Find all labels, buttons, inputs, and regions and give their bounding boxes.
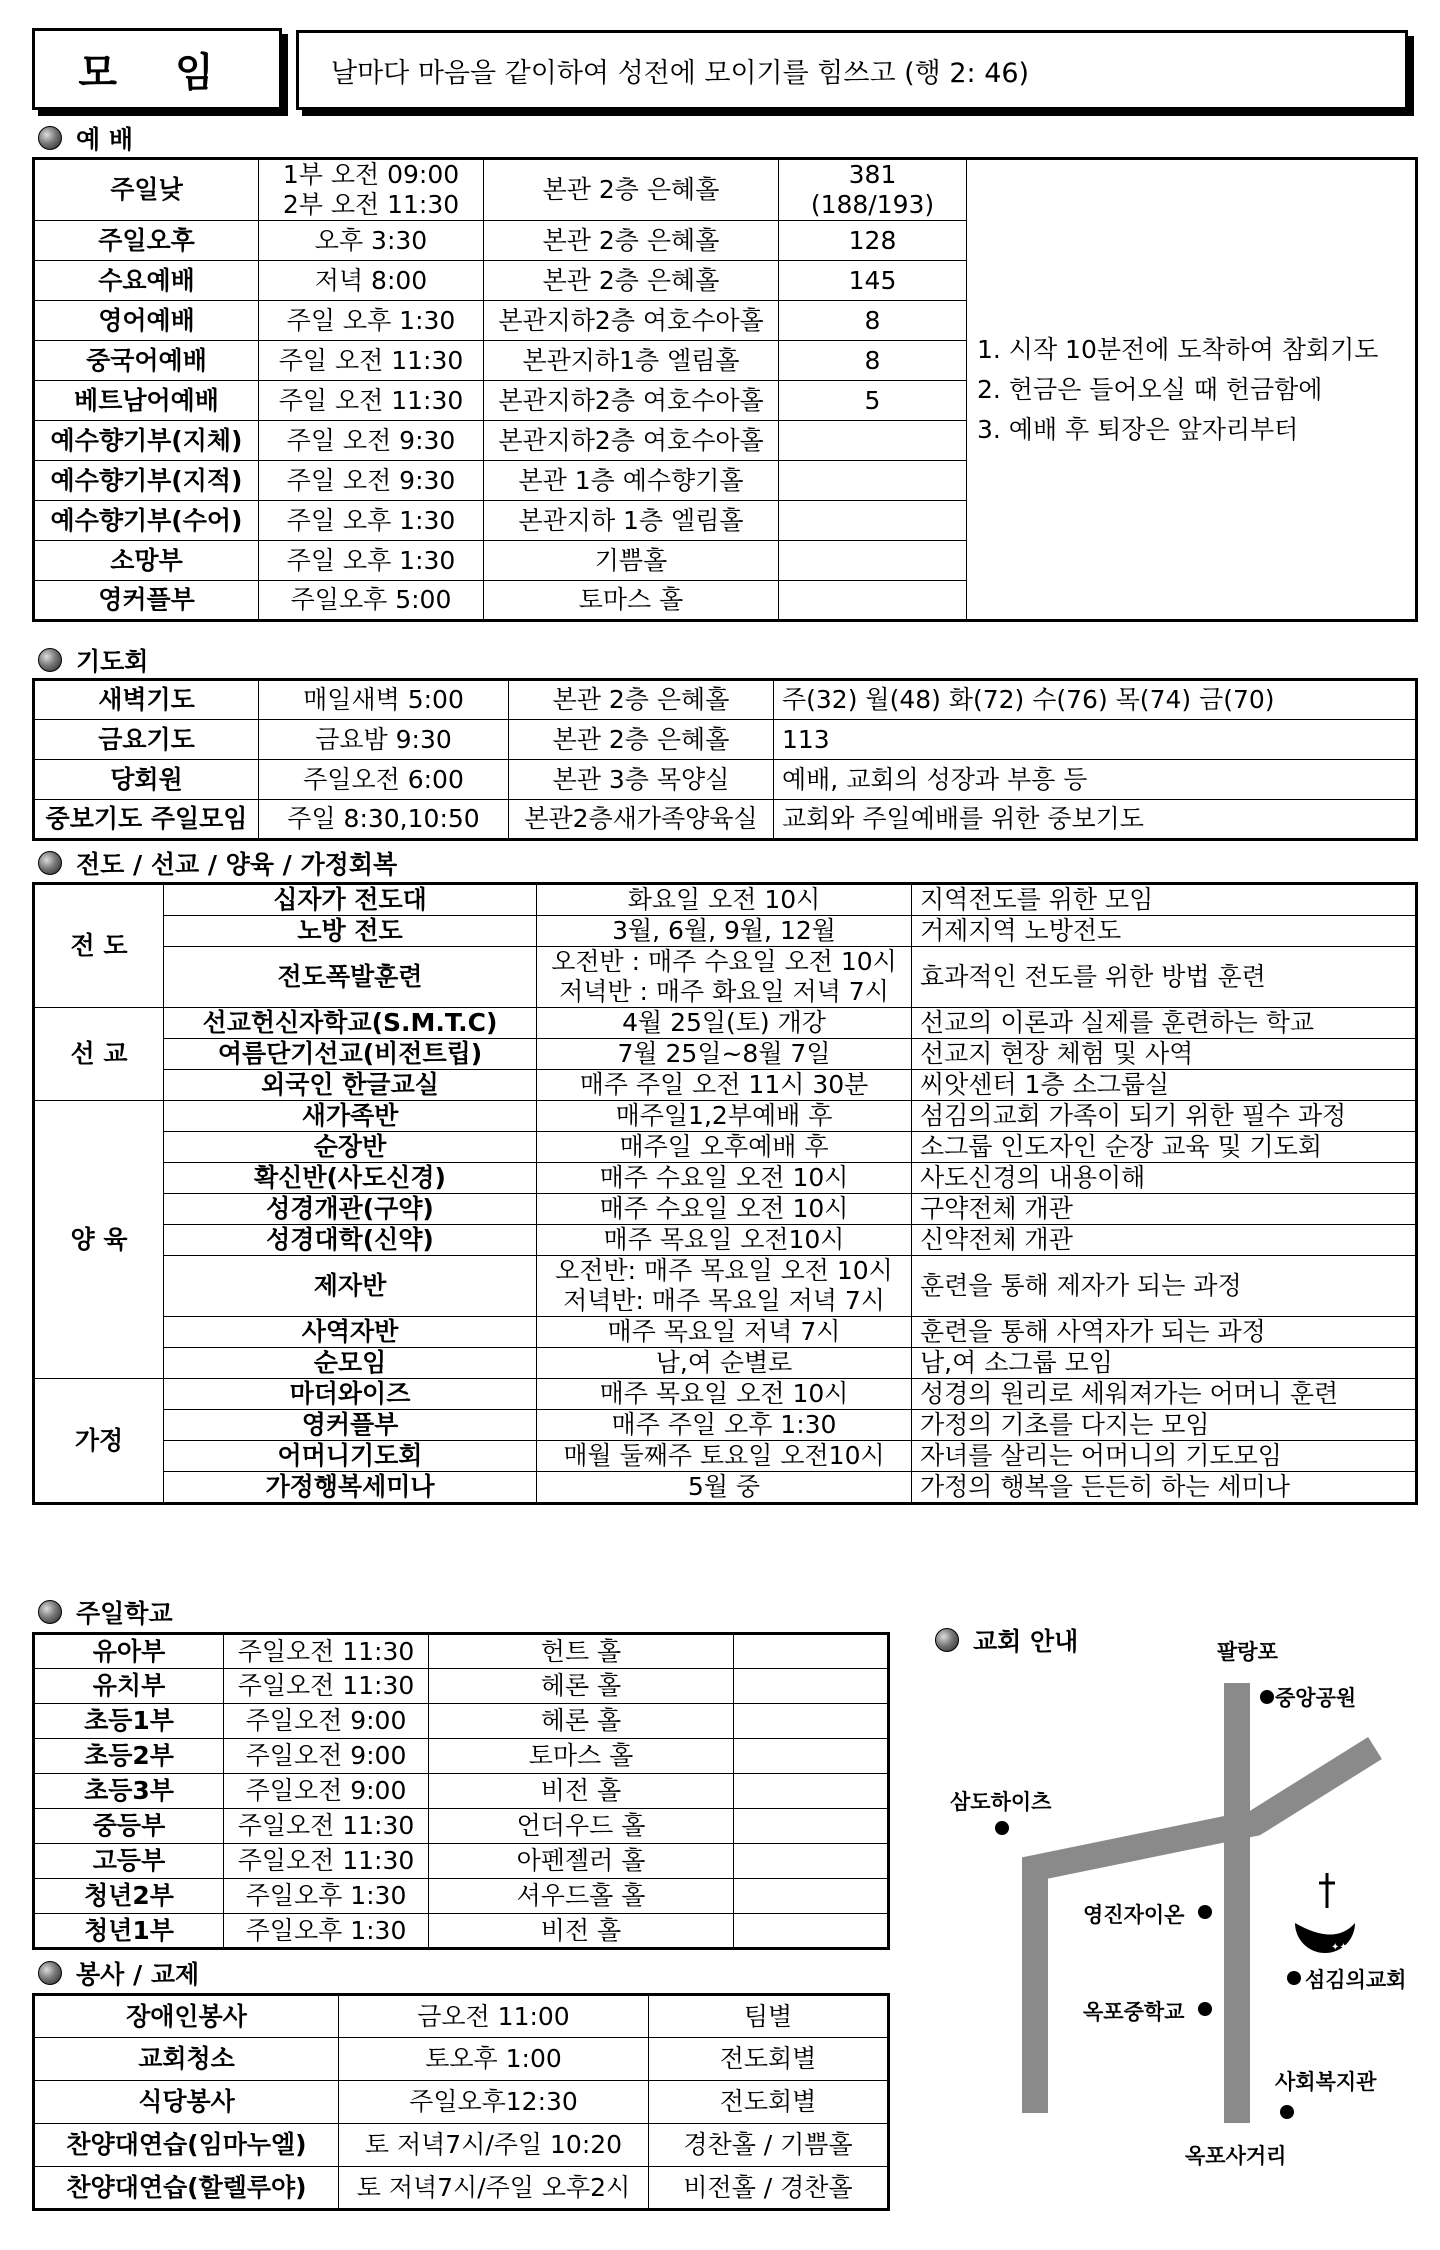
worship-name: 수요예배 (34, 261, 259, 301)
mission-time: 4월 25일(토) 개강 (537, 1008, 912, 1039)
school-time: 주일오전 9:00 (224, 1704, 429, 1739)
label-yeongjin: 영진자이온 (1083, 1903, 1185, 1927)
worship-count (779, 159, 967, 221)
section-title: 봉사 / 교제 (76, 1960, 200, 1989)
table-row (34, 680, 1417, 720)
mission-desc: 거제지역 노방전도 (912, 916, 1417, 947)
mission-name: 확신반(사도신경) (164, 1163, 537, 1194)
worship-name: 예수향기부(지체) (34, 421, 259, 461)
worship-time: 주일 오후 1:30 (259, 301, 484, 341)
table-row (34, 1132, 1417, 1163)
prayer-note: 주(32) 월(48) 화(72) 수(76) 목(74) 금(70) (774, 680, 1417, 720)
mission-name: 성경대학(신약) (164, 1225, 537, 1256)
marker-icon (1198, 2002, 1212, 2016)
school-time: 주일오전 11:30 (224, 1844, 429, 1879)
school-empty (734, 1634, 889, 1669)
mission-time: 7월 25일~8월 7일 (537, 1039, 912, 1070)
school-time: 주일오전 9:00 (224, 1774, 429, 1809)
worship-time: 주일 오전 9:30 (259, 461, 484, 501)
cell-line: 381 (848, 160, 897, 189)
mission-desc: 효과적인 전도를 위한 방법 훈련 (912, 947, 1417, 1008)
mission-name: 마더와이즈 (164, 1379, 537, 1410)
service-who: 경찬홀 / 기쁨홀 (649, 2124, 889, 2167)
mission-time: 5월 중 (537, 1472, 912, 1504)
table-row (34, 1472, 1417, 1504)
prayer-note: 113 (774, 720, 1417, 760)
marker-icon (995, 1821, 1009, 1835)
table-row (34, 1995, 889, 2038)
worship-count: 5 (779, 381, 967, 421)
label-welfare: 사회복지관 (1275, 2070, 1377, 2094)
table-row (34, 1225, 1417, 1256)
worship-place: 본관지하2층 여호수아홀 (484, 301, 779, 341)
section-title: 주일학교 (76, 1599, 173, 1628)
worship-place: 토마스 홀 (484, 581, 779, 621)
prayer-name: 중보기도 주일모임 (34, 800, 259, 840)
worship-time: 주일 오전 9:30 (259, 421, 484, 461)
mission-time: 매주 주일 오후 1:30 (537, 1410, 912, 1441)
side-road (1035, 1748, 1375, 2113)
worship-place: 본관지하1층 엘림홀 (484, 341, 779, 381)
mission-time: 매주 목요일 저녁 7시 (537, 1317, 912, 1348)
cell-line: (188/193) (810, 190, 935, 219)
service-time: 토오후 1:00 (339, 2038, 649, 2081)
worship-time: 저녁 8:00 (259, 261, 484, 301)
section-title: 예 배 (76, 125, 134, 154)
cell-line: 2부 오전 11:30 (282, 190, 460, 219)
worship-count: 128 (779, 221, 967, 261)
school-empty (734, 1879, 889, 1914)
mission-group-label: 전 도 (34, 884, 164, 1008)
mission-time (537, 947, 912, 1008)
table-row (34, 2038, 889, 2081)
school-empty (734, 1809, 889, 1844)
worship-count: 145 (779, 261, 967, 301)
label-church: 섬김의교회 (1305, 1968, 1407, 1992)
mission-group-label: 가정 (34, 1379, 164, 1504)
mission-name: 십자가 전도대 (164, 884, 537, 916)
page-title: 모 임 (32, 28, 282, 110)
worship-place: 본관지하 1층 엘림홀 (484, 501, 779, 541)
worship-name: 예수향기부(지적) (34, 461, 259, 501)
prayer-table (32, 678, 1418, 841)
note-line: 3. 예배 후 퇴장은 앞자리부터 (977, 414, 1299, 444)
school-place: 헤론 홀 (429, 1669, 734, 1704)
school-time: 주일오전 9:00 (224, 1739, 429, 1774)
table-row (34, 2124, 889, 2167)
cell-line: 오전반: 매주 목요일 오전 10시 (555, 1256, 893, 1285)
bullet-icon (38, 851, 62, 875)
school-empty (734, 1669, 889, 1704)
worship-count: 8 (779, 341, 967, 381)
school-time: 주일오전 11:30 (224, 1634, 429, 1669)
table-row (34, 1008, 1417, 1039)
marker-icon (1287, 1971, 1301, 1985)
table-row (34, 1879, 889, 1914)
school-empty (734, 1844, 889, 1879)
table-row (34, 916, 1417, 947)
mission-time (537, 1256, 912, 1317)
service-name: 식당봉사 (34, 2081, 339, 2124)
mission-time: 매주일1,2부예배 후 (537, 1101, 912, 1132)
mission-group-label: 양 육 (34, 1101, 164, 1379)
mission-name: 순모임 (164, 1348, 537, 1379)
school-time: 주일오후 1:30 (224, 1914, 429, 1949)
cell-line: 저녁반: 매주 목요일 저녁 7시 (563, 1286, 885, 1315)
school-name: 초등3부 (34, 1774, 224, 1809)
mission-desc: 선교의 이론과 실제를 훈련하는 학교 (912, 1008, 1417, 1039)
cell-line: 1부 오전 09:00 (282, 160, 460, 189)
school-empty (734, 1774, 889, 1809)
school-place: 셔우드홀 홀 (429, 1879, 734, 1914)
marker-icon (1260, 1690, 1274, 1704)
mission-desc: 성경의 원리로 세워져가는 어머니 훈련 (912, 1379, 1417, 1410)
prayer-name: 당회원 (34, 760, 259, 800)
service-name: 찬양대연습(할렐루야) (34, 2167, 339, 2210)
mission-time: 매주일 오후예배 후 (537, 1132, 912, 1163)
mission-name: 사역자반 (164, 1317, 537, 1348)
worship-place: 기쁨홀 (484, 541, 779, 581)
mission-desc: 남,여 소그룹 모임 (912, 1348, 1417, 1379)
table-row (34, 2081, 889, 2124)
prayer-time: 주일오전 6:00 (259, 760, 509, 800)
mission-name: 전도폭발훈련 (164, 947, 537, 1008)
mission-name: 선교헌신자학교(S.M.T.C) (164, 1008, 537, 1039)
school-name: 청년1부 (34, 1914, 224, 1949)
mission-desc: 신약전체 개관 (912, 1225, 1417, 1256)
table-row (34, 1070, 1417, 1101)
prayer-place: 본관2층새가족양육실 (509, 800, 774, 840)
worship-name: 영커플부 (34, 581, 259, 621)
table-row (34, 1410, 1417, 1441)
table-row (34, 1348, 1417, 1379)
worship-place: 본관 2층 은혜홀 (484, 261, 779, 301)
worship-name: 예수향기부(수어) (34, 501, 259, 541)
prayer-time: 매일새벽 5:00 (259, 680, 509, 720)
section-mission-heading (38, 848, 397, 878)
mission-name: 노방 전도 (164, 916, 537, 947)
prayer-place: 본관 2층 은혜홀 (509, 720, 774, 760)
school-place: 비전 홀 (429, 1774, 734, 1809)
prayer-place: 본관 3층 목양실 (509, 760, 774, 800)
section-school-heading (38, 1597, 173, 1627)
mission-time: 화요일 오전 10시 (537, 884, 912, 916)
service-name: 교회청소 (34, 2038, 339, 2081)
table-row (34, 159, 1417, 221)
church-map (935, 1628, 1415, 2198)
worship-count (779, 541, 967, 581)
worship-name: 영어예배 (34, 301, 259, 341)
mission-desc: 사도신경의 내용이해 (912, 1163, 1417, 1194)
section-prayer-heading (38, 645, 148, 675)
service-name: 장애인봉사 (34, 1995, 339, 2038)
mission-name: 제자반 (164, 1256, 537, 1317)
worship-time: 주일 오후 1:30 (259, 541, 484, 581)
service-who: 전도회별 (649, 2038, 889, 2081)
school-name: 중등부 (34, 1809, 224, 1844)
school-place: 언더우드 홀 (429, 1809, 734, 1844)
mission-desc: 구약전체 개관 (912, 1194, 1417, 1225)
service-time: 토 저녁7시/주일 오후2시 (339, 2167, 649, 2210)
table-row (34, 1379, 1417, 1410)
section-service-heading (38, 1958, 199, 1988)
mission-time: 매월 둘째주 토요일 오전10시 (537, 1441, 912, 1472)
marker-icon (1198, 1905, 1212, 1919)
worship-count (779, 501, 967, 541)
table-row (34, 760, 1417, 800)
mission-name: 성경개관(구약) (164, 1194, 537, 1225)
mission-desc: 선교지 현장 체험 및 사역 (912, 1039, 1417, 1070)
table-row (34, 884, 1417, 916)
table-row (34, 1809, 889, 1844)
school-place: 헌트 홀 (429, 1634, 734, 1669)
school-name: 초등1부 (34, 1704, 224, 1739)
service-time: 금오전 11:00 (339, 1995, 649, 2038)
table-row (34, 1256, 1417, 1317)
prayer-note: 교회와 주일예배를 위한 중보기도 (774, 800, 1417, 840)
bullet-icon (38, 126, 62, 150)
table-row (34, 2167, 889, 2210)
table-row (34, 1039, 1417, 1070)
cell-line: 오전반 : 매주 수요일 오전 10시 (551, 947, 897, 976)
worship-count: 8 (779, 301, 967, 341)
prayer-time: 금요밤 9:30 (259, 720, 509, 760)
mission-desc: 씨앗센터 1층 소그룹실 (912, 1070, 1417, 1101)
section-title: 기도회 (76, 647, 149, 676)
section-worship-heading (38, 123, 133, 153)
school-name: 고등부 (34, 1844, 224, 1879)
bullet-icon (38, 1961, 62, 1985)
mission-time: 매주 목요일 오전10시 (537, 1225, 912, 1256)
bullet-icon (38, 1600, 62, 1624)
service-time: 주일오후12:30 (339, 2081, 649, 2124)
prayer-name: 금요기도 (34, 720, 259, 760)
school-place: 헤론 홀 (429, 1704, 734, 1739)
table-row (34, 1163, 1417, 1194)
mission-time: 매주 수요일 오전 10시 (537, 1163, 912, 1194)
mission-name: 외국인 한글교실 (164, 1070, 537, 1101)
school-time: 주일오전 11:30 (224, 1809, 429, 1844)
worship-time: 오후 3:30 (259, 221, 484, 261)
label-okpo-ms: 옥포중학교 (1083, 2000, 1185, 2024)
prayer-place: 본관 2층 은혜홀 (509, 680, 774, 720)
mission-desc: 섬김의교회 가족이 되기 위한 필수 과정 (912, 1101, 1417, 1132)
church-logo-icon (1295, 1873, 1355, 1953)
mission-desc: 가정의 기초를 다지는 모임 (912, 1410, 1417, 1441)
mission-time: 매주 주일 오전 11시 30분 (537, 1070, 912, 1101)
worship-name: 베트남어예배 (34, 381, 259, 421)
worship-name: 소망부 (34, 541, 259, 581)
table-row (34, 947, 1417, 1008)
table-row (34, 1844, 889, 1879)
table-row (34, 720, 1417, 760)
worship-name: 주일낮 (34, 159, 259, 221)
worship-time: 주일 오후 1:30 (259, 501, 484, 541)
school-empty (734, 1739, 889, 1774)
mission-name: 가정행복세미나 (164, 1472, 537, 1504)
worship-place: 본관지하2층 여호수아홀 (484, 421, 779, 461)
worship-place: 본관 2층 은혜홀 (484, 159, 779, 221)
school-time: 주일오전 11:30 (224, 1669, 429, 1704)
label-park: 중앙공원 (1275, 1686, 1357, 1710)
mission-time: 매주 수요일 오전 10시 (537, 1194, 912, 1225)
worship-count (779, 461, 967, 501)
mission-desc: 훈련을 통해 제자가 되는 과정 (912, 1256, 1417, 1317)
worship-name: 중국어예배 (34, 341, 259, 381)
table-row (34, 1774, 889, 1809)
mission-desc: 가정의 행복을 든든히 하는 세미나 (912, 1472, 1417, 1504)
mission-desc: 지역전도를 위한 모임 (912, 884, 1417, 916)
service-who: 팀별 (649, 1995, 889, 2038)
school-time: 주일오후 1:30 (224, 1879, 429, 1914)
section-title: 교회 안내 (973, 1627, 1079, 1656)
mission-time: 남,여 순별로 (537, 1348, 912, 1379)
table-row (34, 1441, 1417, 1472)
worship-time: 주일 오전 11:30 (259, 341, 484, 381)
note-line: 2. 헌금은 들어오실 때 헌금함에 (977, 374, 1323, 404)
mission-time: 매주 목요일 오전 10시 (537, 1379, 912, 1410)
bullet-icon (38, 648, 62, 672)
table-row (34, 1101, 1417, 1132)
school-table (32, 1632, 890, 1950)
service-table (32, 1993, 890, 2211)
school-empty (734, 1914, 889, 1949)
worship-notes (967, 159, 1417, 621)
worship-place: 본관지하2층 여호수아홀 (484, 381, 779, 421)
label-samdo: 삼도하이츠 (950, 1790, 1052, 1814)
school-name: 청년2부 (34, 1879, 224, 1914)
worship-time: 주일오후 5:00 (259, 581, 484, 621)
mission-desc: 자녀를 살리는 어머니의 기도모임 (912, 1441, 1417, 1472)
worship-time: 주일 오전 11:30 (259, 381, 484, 421)
section-title: 전도 / 선교 / 양육 / 가정회복 (76, 850, 398, 879)
school-name: 유치부 (34, 1669, 224, 1704)
school-empty (734, 1704, 889, 1739)
mission-desc: 훈련을 통해 사역자가 되는 과정 (912, 1317, 1417, 1348)
service-who: 비전홀 / 경찬홀 (649, 2167, 889, 2210)
mission-table (32, 882, 1418, 1505)
note-line: 1. 시작 10분전에 도착하여 참회기도 (977, 334, 1379, 364)
service-who: 전도회별 (649, 2081, 889, 2124)
label-crossroad: 옥포사거리 (1185, 2144, 1287, 2168)
prayer-time: 주일 8:30,10:50 (259, 800, 509, 840)
mission-name: 영커플부 (164, 1410, 537, 1441)
table-row (34, 1669, 889, 1704)
school-name: 유아부 (34, 1634, 224, 1669)
mission-time: 3월, 6월, 9월, 12월 (537, 916, 912, 947)
table-row (34, 800, 1417, 840)
worship-count (779, 581, 967, 621)
table-row (34, 1194, 1417, 1225)
school-place: 토마스 홀 (429, 1739, 734, 1774)
worship-place: 본관 2층 은혜홀 (484, 221, 779, 261)
mission-name: 여름단기선교(비전트립) (164, 1039, 537, 1070)
bible-verse: 날마다 마음을 같이하여 성전에 모이기를 힘쓰고 (행 2: 46) (296, 30, 1408, 110)
worship-name: 주일오후 (34, 221, 259, 261)
worship-table (32, 157, 1418, 622)
worship-place: 본관 1층 예수향기홀 (484, 461, 779, 501)
school-place: 아펜젤러 홀 (429, 1844, 734, 1879)
school-name: 초등2부 (34, 1739, 224, 1774)
cell-line: 저녁반 : 매주 화요일 저녁 7시 (559, 977, 889, 1006)
worship-count (779, 421, 967, 461)
service-name: 찬양대연습(임마누엘) (34, 2124, 339, 2167)
mission-name: 어머니기도회 (164, 1441, 537, 1472)
svg-text:✦✦: ✦✦ (1331, 1942, 1348, 1953)
mission-group-label: 선 교 (34, 1008, 164, 1101)
marker-icon (1280, 2105, 1294, 2119)
table-row (34, 1704, 889, 1739)
school-place: 비전 홀 (429, 1914, 734, 1949)
label-palrangpo: 팔랑포 (1217, 1640, 1278, 1664)
prayer-note: 예배, 교회의 성장과 부흥 등 (774, 760, 1417, 800)
mission-desc: 소그룹 인도자인 순장 교육 및 기도회 (912, 1132, 1417, 1163)
mission-name: 순장반 (164, 1132, 537, 1163)
service-time: 토 저녁7시/주일 10:20 (339, 2124, 649, 2167)
table-row (34, 1914, 889, 1949)
table-row (34, 1739, 889, 1774)
table-row (34, 1317, 1417, 1348)
table-row (34, 1634, 889, 1669)
mission-name: 새가족반 (164, 1101, 537, 1132)
worship-time (259, 159, 484, 221)
prayer-name: 새벽기도 (34, 680, 259, 720)
